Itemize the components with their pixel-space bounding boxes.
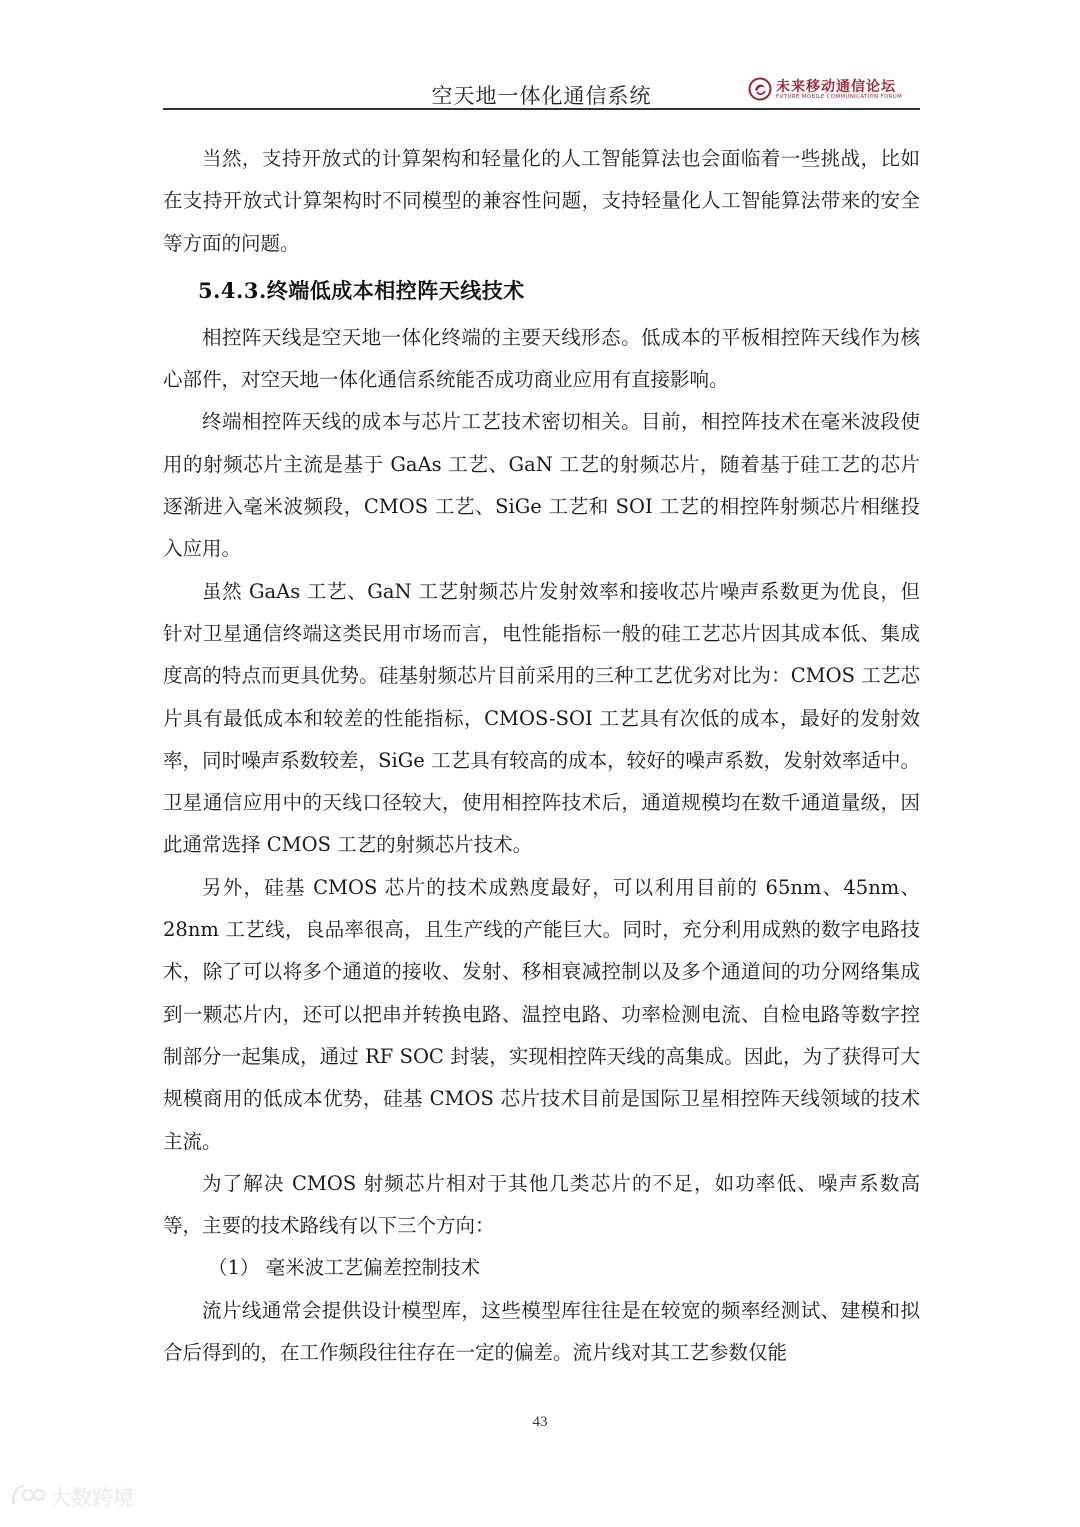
paragraph-chip-process: 终端相控阵天线的成本与芯片工艺技术密切相关。目前，相控阵技术在毫米波段使用的射频芯片主流是基于 GaAs 工艺、GaN 工艺的射频芯片，随着基于硅工艺的芯片逐渐进入毫米波频段，CMOS 工艺、SiGe 工艺和 SOI 工艺的相控阵射频芯片相继投入应用。 [163,410,920,561]
section-heading: 5.4.3.终端低成本相控阵天线技术 [198,277,525,303]
page-content [163,138,920,1374]
header-divider [163,108,920,110]
paragraph-silicon-advantage: 虽然 GaAs 工艺、GaN 工艺射频芯片发射效率和接收芯片噪声系数更为优良，但针对卫星通信终端这类民用市场而言，电性能指标一般的硅工艺芯片因其成本低、集成度高的特点而更具优势。硅基射频芯片目前采用的三种工艺优劣对比为：CMOS 工艺芯片具有最低成本和较差的性能指标，CMOS-SOI 工艺具有次低的成本，最好的发射效率，同时噪声系数较差，SiGe 工艺具有较高的成本，较好的噪声系数，发射效率适中。卫星通信应用中的天线口径较大，使用相控阵技术后，通道规模均在数千通道量级，因此通常选择 CMOS 工艺的射频芯片技术。 [163,579,920,857]
logo-text-en: FUTURE MOBILE COMMUNICATION FORUM [776,94,903,100]
paragraph-cmos-maturity: 另外，硅基 CMOS 芯片的技术成熟度最好，可以利用目前的 65nm、45nm、28nm 工艺线，良品率很高，且生产线的产能巨大。同时，充分利用成熟的数字电路技术，除了可以将多个通道的接收、发射、移相衰减控制以及多个通道间的功分网络集成到一颗芯片内，还可以把串并转换电路、温控电路、功率检测电流、自检电路等数字控制部分一起集成，通过 RF SOC 封装，实现相控阵天线的高集成。因此，为了获得可大规模商用的低成本优势，硅基 CMOS 芯片技术目前是国际卫星相控阵天线领域的技术主流。 [163,875,920,1153]
paragraph-intro: 相控阵天线是空天地一体化终端的主要天线形态。低成本的平板相控阵天线作为核心部件，对空天地一体化通信系统能否成功商业应用有直接影响。 [163,325,920,392]
forum-logo-icon [748,77,772,101]
header-title: 空天地一体化通信系统 [431,84,652,108]
paragraph-challenges: 当然，支持开放式的计算架构和轻量化的人工智能算法也会面临着一些挑战，比如在支持开放式计算架构时不同模型的兼容性问题，支持轻量化人工智能算法带来的安全等方面的问题。 [163,147,920,255]
watermark-logo-icon [10,1482,46,1508]
page-number: 43 [532,1414,548,1430]
list-item-1: （1） 毫米波工艺偏差控制技术 [208,1256,481,1280]
paragraph-process-deviation: 流片线通常会提供设计模型库，这些模型库往往是在较宽的频率经测试、建模和拟合后得到的，在工作频段往往存在一定的偏差。流片线对其工艺参数仅能 [163,1298,920,1365]
watermark-text: 大数跨境 [50,1486,134,1510]
paragraph-technical-directions: 为了解决 CMOS 射频芯片相对于其他几类芯片的不足，如功率低、噪声系数高等，主要的技术路线有以下三个方向： [163,1171,920,1238]
forum-logo [748,74,920,106]
page-header [163,70,920,110]
logo-text-cn: 未来移动通信论坛 [776,79,896,95]
